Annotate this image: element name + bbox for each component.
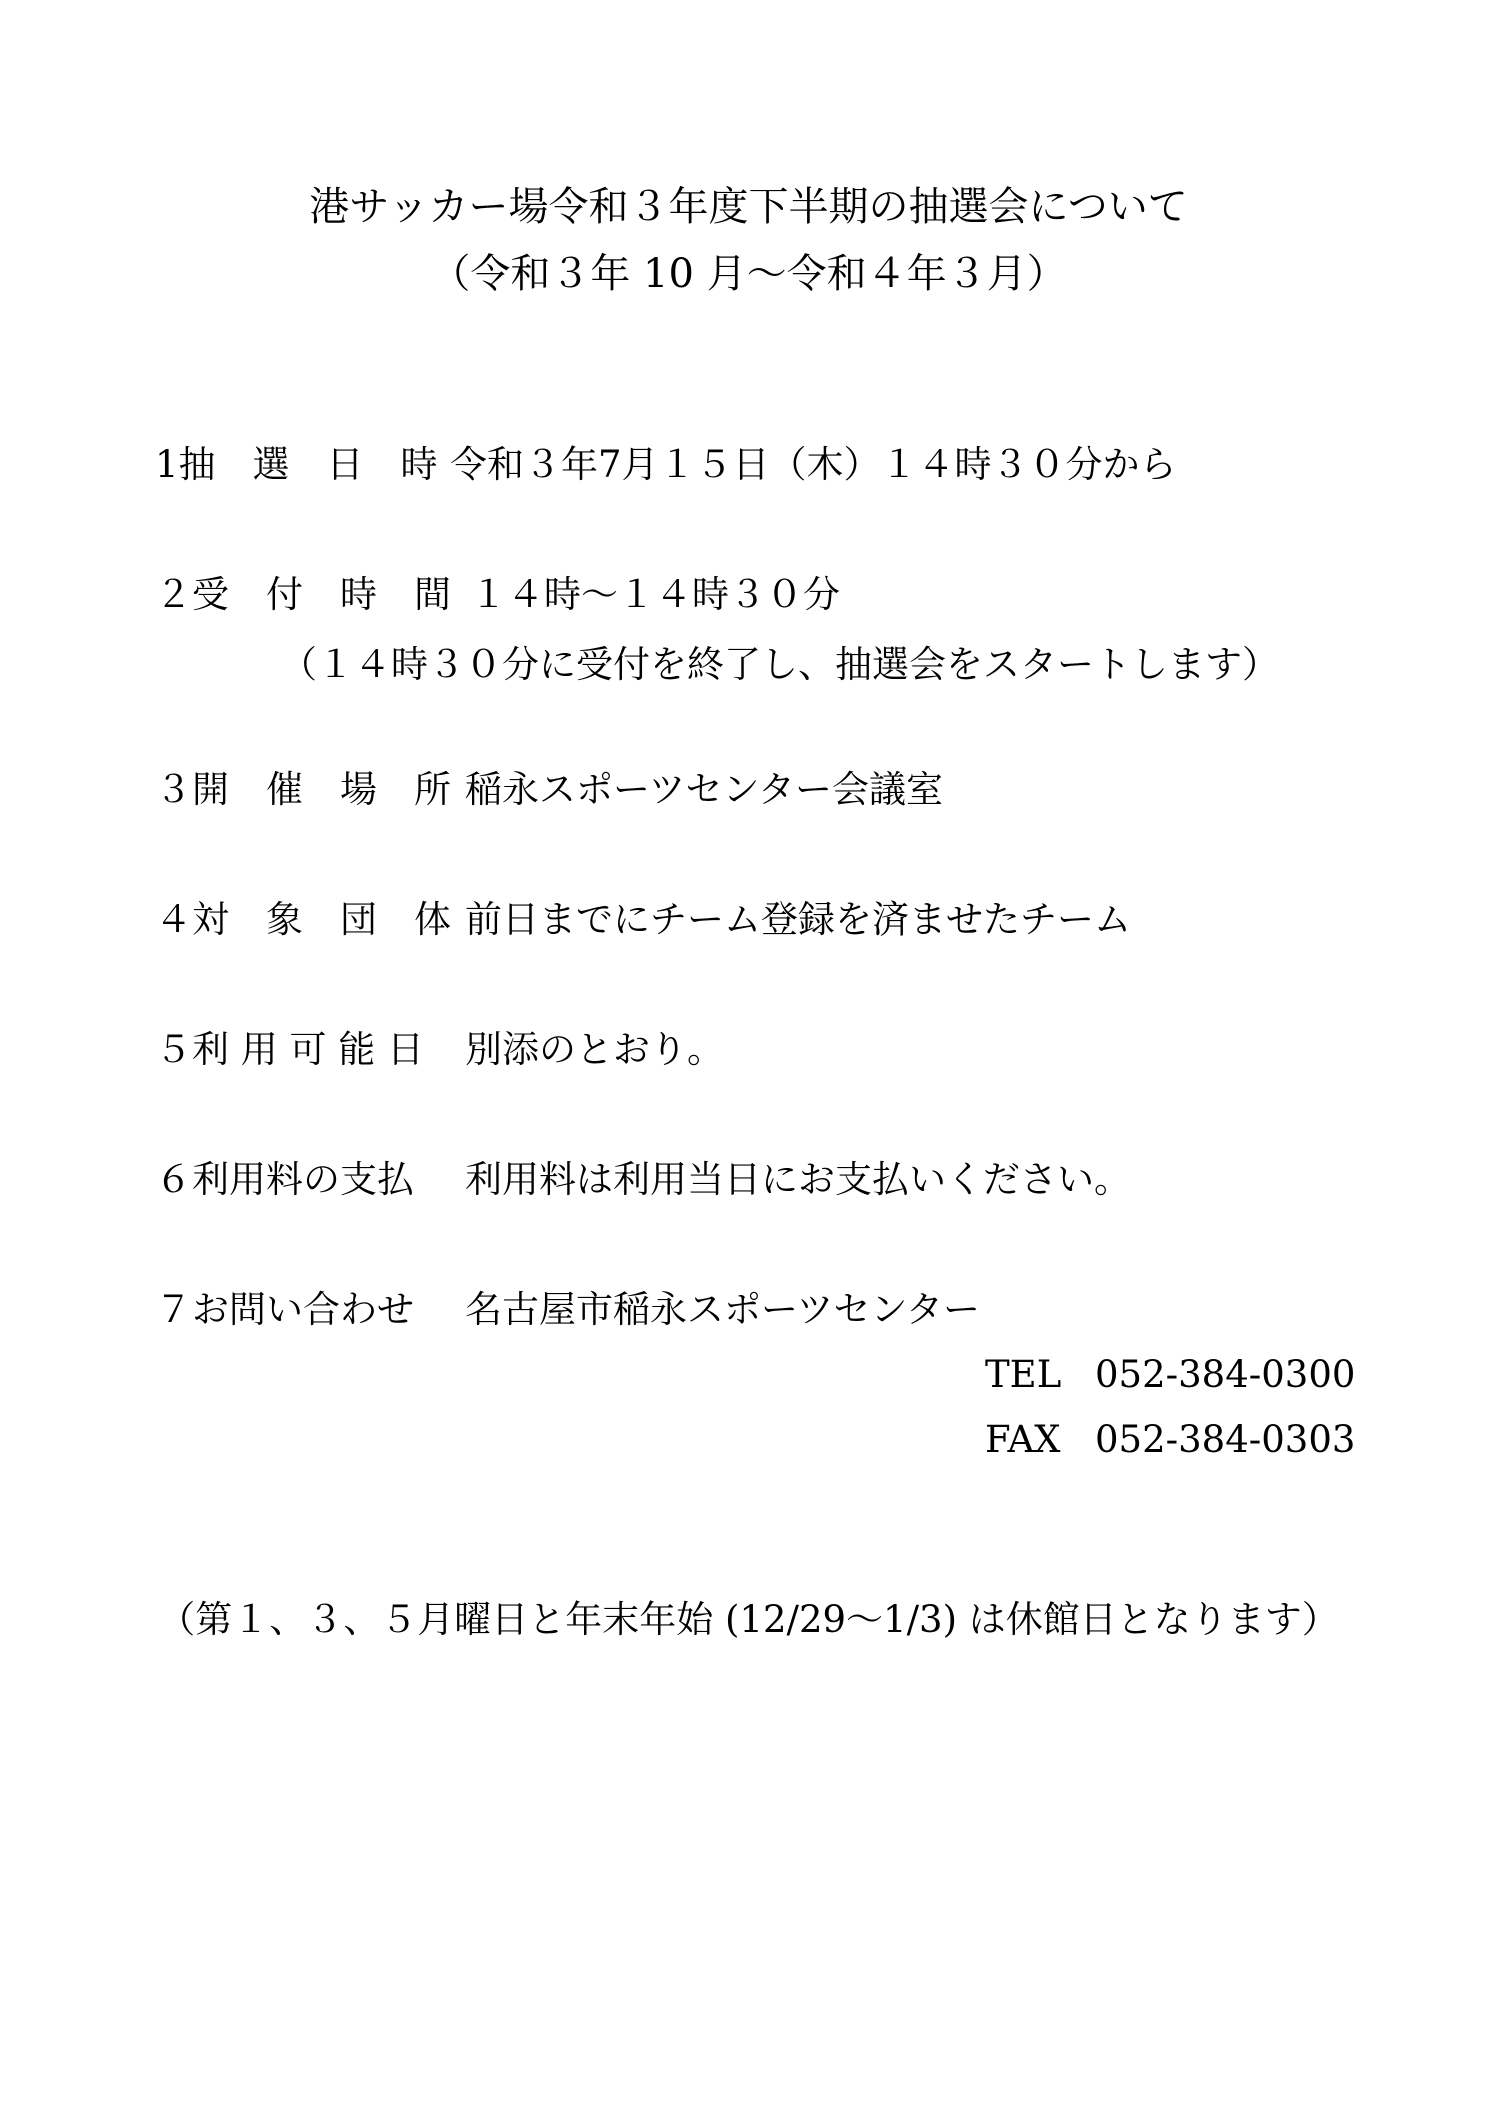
item-value: １４時～１４時３０分 (470, 573, 840, 616)
item-value: 稲永スポーツセンター会議室 (465, 768, 944, 811)
reception-note: （１４時３０分に受付を終了し、抽選会をスタートします） (280, 643, 1279, 686)
contact-fax (985, 1415, 1355, 1465)
item-label: ５利 用 可 能 日 (155, 1028, 425, 1071)
item-label: 1抽 選 日 時 (155, 443, 438, 486)
item-value: 名古屋市稲永スポーツセンター (465, 1288, 981, 1331)
tel-number: 052-384-0300 (1095, 1353, 1356, 1396)
document-title: 港サッカー場令和３年度下半期の抽選会について (309, 184, 1188, 230)
tel-label: TEL (985, 1353, 1062, 1396)
item-value: 令和３年7月１５日（木）１４時３０分から (450, 443, 1177, 486)
fax-number: 052-384-0303 (1095, 1418, 1356, 1461)
item-value: 利用料は利用当日にお支払いください。 (465, 1158, 1131, 1201)
item-label: ３開 催 場 所 (155, 768, 451, 811)
item-label: ２受 付 時 間 (155, 573, 451, 616)
item-label: ４対 象 団 体 (155, 898, 451, 941)
item-label: ６利用料の支払 (155, 1158, 414, 1201)
fax-label: FAX (985, 1418, 1061, 1461)
item-label: ７お問い合わせ (155, 1288, 414, 1331)
item-value: 別添のとおり。 (465, 1028, 724, 1071)
closure-note: （第１、３、５月曜日と年末年始 (12/29～1/3) は休館日となります） (158, 1598, 1339, 1641)
document-subtitle-period: （令和３年 10 月～令和４年３月） (430, 251, 1067, 297)
item-value: 前日までにチーム登録を済ませたチーム (465, 898, 1131, 941)
contact-tel (985, 1350, 1355, 1400)
